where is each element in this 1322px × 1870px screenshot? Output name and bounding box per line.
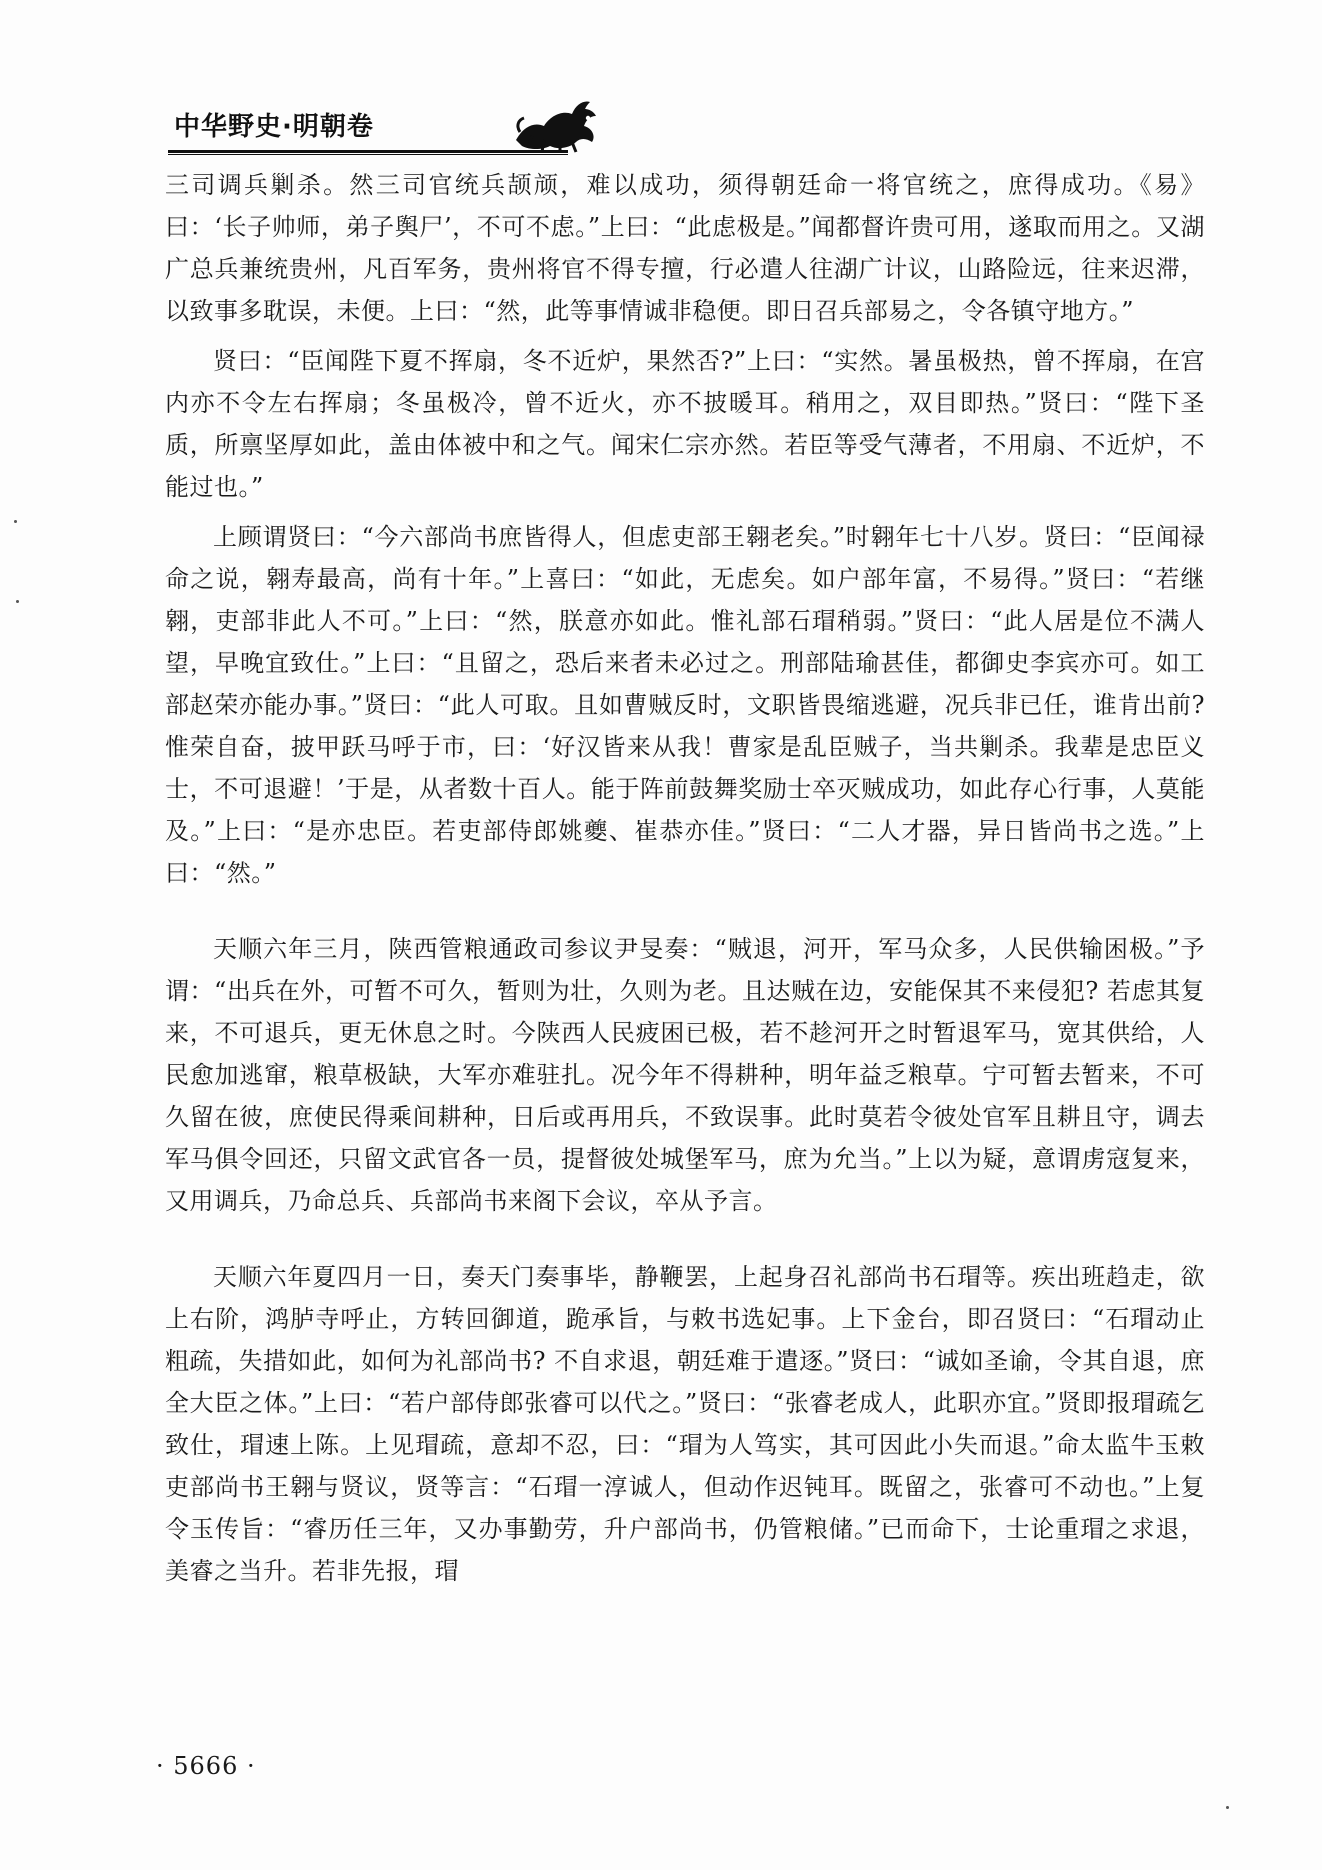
scan-speck	[16, 600, 19, 603]
main-text	[165, 164, 1205, 1592]
page-number: · 5666 ·	[156, 1752, 256, 1780]
dragon-emblem-icon	[510, 96, 602, 154]
scan-speck	[14, 520, 17, 523]
paragraph: 天顺六年三月，陕西管粮通政司参议尹旻奏：“贼退，河开，军马众多，人民供输困极。”予谓：“出兵在外，可暂不可久，暂则为壮，久则为老。且达贼在边，安能保其不来侵犯? 若虑其复来，不可退兵，更无休息之时。今陕西人民疲困已极，若不趁河开之时暂退军马，宽其供给，人民愈加逃窜，粮草极缺，大军亦难驻扎。况今年不得耕种，明年益乏粮草。宁可暂去暂来，不可久留在彼，庶使民得乘间耕种，日后或再用兵，不致误事。此时莫若令彼处官军且耕且守，调去军马俱令回还，只留文武官各一员，提督彼处城堡军马，庶为允当。”上以为疑，意谓虏寇复来，又用调兵，乃命总兵、兵部尚书来阁下会议，卒从予言。	[165, 935, 1205, 1215]
paragraph: 贤曰：“臣闻陛下夏不挥扇，冬不近炉，果然否?”上曰：“实然。暑虽极热，曾不挥扇，在宫内亦不令左右挥扇；冬虽极冷，曾不近火，亦不披暖耳。稍用之，双目即热。”贤曰：“陛下圣质，所禀坚厚如此，盖由体被中和之气。闻宋仁宗亦然。若臣等受气薄者，不用扇、不近炉，不能过也。”	[165, 347, 1205, 501]
book-title: 中华野史·明朝卷	[174, 112, 374, 142]
running-header	[168, 96, 1178, 156]
scan-speck	[1226, 1806, 1229, 1809]
header-rule	[168, 150, 568, 153]
paragraph: 上顾谓贤曰：“今六部尚书庶皆得人，但虑吏部王翱老矣。”时翱年七十八岁。贤曰：“臣闻禄命之说，翱寿最高，尚有十年。”上喜曰：“如此，无虑矣。如户部年富，不易得。”贤曰：“若继翱，吏部非此人不可。”上曰：“然，朕意亦如此。惟礼部石瑁稍弱。”贤曰：“此人居是位不满人望，早晚宜致仕。”上曰：“且留之，恐后来者未必过之。刑部陆瑜甚佳，都御史李宾亦可。如工部赵荣亦能办事。”贤曰：“此人可取。且如曹贼反时，文职皆畏缩逃避，况兵非已任，谁肯出前? 惟荣自奋，披甲跃马呼于市，曰：‘好汉皆来从我！曹家是乱臣贼子，当共剿杀。我辈是忠臣义士，不可退避！’于是，从者数十百人。能于阵前鼓舞奖励士卒灭贼成功，如此存心行事，人莫能及。”上曰：“是亦忠臣。若吏部侍郎姚夔、崔恭亦佳。”贤曰：“二人才器，异日皆尚书之选。”上曰：“然。”	[165, 523, 1205, 887]
paragraph-continued: 三司调兵剿杀。然三司官统兵颉颃，难以成功，须得朝廷命一将官统之，庶得成功。《易》曰：‘长子帅师，弟子舆尸’，不可不虑。”上曰：“此虑极是。”闻都督许贵可用，遂取而用之。又湖广总兵兼统贵州，凡百军务，贵州将官不得专擅，行必遣人往湖广计议，山路险远，往来迟滞，以致事多耽误，未便。上曰：“然，此等事情诚非稳便。即日召兵部易之，令各镇守地方。”	[165, 171, 1205, 325]
header-rule-thin	[168, 154, 568, 155]
paragraph: 天顺六年夏四月一日，奏天门奏事毕，静鞭罢，上起身召礼部尚书石瑁等。疾出班趋走，欲上右阶，鸿胪寺呼止，方转回御道，跪承旨，与敕书选妃事。上下金台，即召贤曰：“石瑁动止粗疏，失措如此，如何为礼部尚书? 不自求退，朝廷难于遣逐。”贤曰：“诚如圣谕，令其自退，庶全大臣之体。”上曰：“若户部侍郎张睿可以代之。”贤曰：“张睿老成人，此职亦宜。”贤即报瑁疏乞致仕，瑁速上陈。上见瑁疏，意却不忍，曰：“瑁为人笃实，其可因此小失而退。”命太监牛玉敕吏部尚书王翱与贤议，贤等言：“石瑁一淳诚人，但动作迟钝耳。既留之，张睿可不动也。”上复令玉传旨：“睿历任三年，又办事勤劳，升户部尚书，仍管粮储。”已而命下，士论重瑁之求退，美睿之当升。若非先报，瑁	[165, 1263, 1205, 1585]
